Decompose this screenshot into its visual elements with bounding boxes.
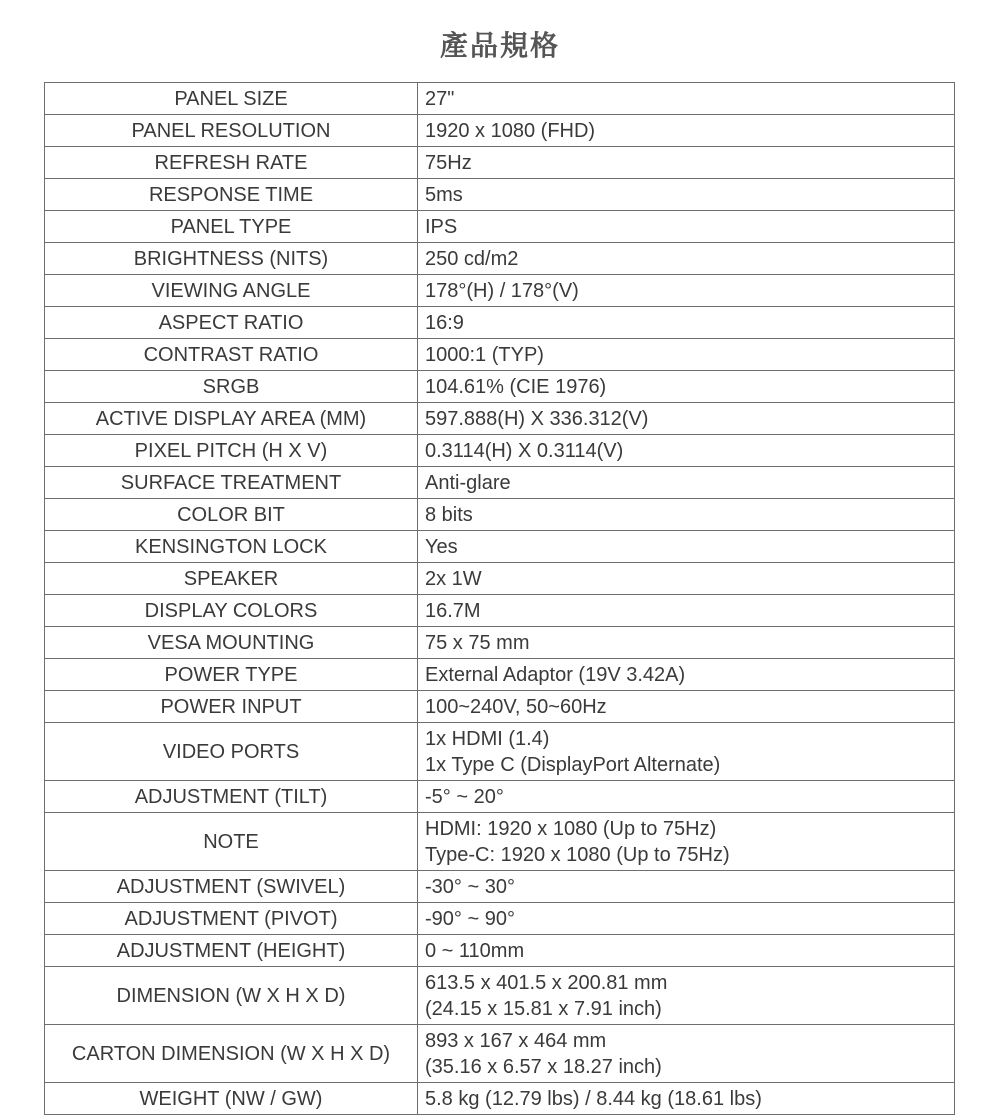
spec-value bbox=[418, 179, 955, 211]
spec-row bbox=[45, 179, 955, 211]
spec-value bbox=[418, 531, 955, 563]
spec-label: SRGB bbox=[45, 371, 418, 403]
spec-value-line: 178°(H) / 178°(V) bbox=[425, 279, 579, 302]
spec-value bbox=[418, 967, 955, 1025]
spec-row bbox=[45, 903, 955, 935]
spec-value-line: (35.16 x 6.57 x 18.27 inch) bbox=[425, 1055, 662, 1078]
spec-table-body bbox=[45, 83, 955, 1115]
spec-value bbox=[418, 339, 955, 371]
spec-label: ADJUSTMENT (PIVOT) bbox=[45, 903, 418, 935]
spec-row bbox=[45, 659, 955, 691]
spec-value-line: 0.3114(H) X 0.3114(V) bbox=[425, 439, 624, 462]
spec-row bbox=[45, 967, 955, 1025]
spec-label: VIEWING ANGLE bbox=[45, 275, 418, 307]
spec-value-line: 16.7M bbox=[425, 599, 481, 622]
spec-label: CARTON DIMENSION (W X H X D) bbox=[45, 1025, 418, 1083]
spec-value bbox=[418, 871, 955, 903]
spec-value-line: 8 bits bbox=[425, 503, 473, 526]
spec-value-line: -90° ~ 90° bbox=[425, 907, 515, 930]
spec-value bbox=[418, 243, 955, 275]
spec-value bbox=[418, 307, 955, 339]
spec-row bbox=[45, 275, 955, 307]
spec-value bbox=[418, 435, 955, 467]
spec-value-line: Yes bbox=[425, 535, 458, 558]
spec-row bbox=[45, 115, 955, 147]
spec-value-line: 1000:1 (TYP) bbox=[425, 343, 544, 366]
spec-value-line: 5.8 kg (12.79 lbs) / 8.44 kg (18.61 lbs) bbox=[425, 1087, 762, 1110]
spec-label: PANEL RESOLUTION bbox=[45, 115, 418, 147]
spec-value-line: -5° ~ 20° bbox=[425, 785, 504, 808]
spec-row bbox=[45, 83, 955, 115]
spec-row bbox=[45, 467, 955, 499]
spec-label: REFRESH RATE bbox=[45, 147, 418, 179]
spec-label: VIDEO PORTS bbox=[45, 723, 418, 781]
spec-label: POWER INPUT bbox=[45, 691, 418, 723]
spec-value bbox=[418, 903, 955, 935]
spec-label: KENSINGTON LOCK bbox=[45, 531, 418, 563]
spec-label: ASPECT RATIO bbox=[45, 307, 418, 339]
spec-value bbox=[418, 935, 955, 967]
spec-row bbox=[45, 403, 955, 435]
spec-label: NOTE bbox=[45, 813, 418, 871]
spec-label: ACTIVE DISPLAY AREA (MM) bbox=[45, 403, 418, 435]
spec-row bbox=[45, 371, 955, 403]
spec-row bbox=[45, 339, 955, 371]
spec-value bbox=[418, 1025, 955, 1083]
spec-value-line: External Adaptor (19V 3.42A) bbox=[425, 663, 686, 686]
spec-value-line: Type-C: 1920 x 1080 (Up to 75Hz) bbox=[425, 843, 730, 866]
spec-row bbox=[45, 935, 955, 967]
spec-label: PANEL SIZE bbox=[45, 83, 418, 115]
spec-row bbox=[45, 723, 955, 781]
spec-label: SURFACE TREATMENT bbox=[45, 467, 418, 499]
spec-label: VESA MOUNTING bbox=[45, 627, 418, 659]
spec-label: PANEL TYPE bbox=[45, 211, 418, 243]
spec-value bbox=[418, 403, 955, 435]
spec-value-line: 104.61% (CIE 1976) bbox=[425, 375, 607, 398]
spec-row bbox=[45, 1025, 955, 1083]
spec-value bbox=[418, 659, 955, 691]
spec-row bbox=[45, 595, 955, 627]
spec-value bbox=[418, 147, 955, 179]
spec-value bbox=[418, 813, 955, 871]
spec-value-line: HDMI: 1920 x 1080 (Up to 75Hz) bbox=[425, 817, 717, 840]
spec-value-line: 2x 1W bbox=[425, 567, 482, 590]
spec-value-line: 5ms bbox=[425, 183, 463, 206]
spec-value bbox=[418, 595, 955, 627]
spec-row bbox=[45, 813, 955, 871]
spec-value bbox=[418, 563, 955, 595]
spec-value bbox=[418, 83, 955, 115]
spec-value bbox=[418, 723, 955, 781]
spec-value bbox=[418, 781, 955, 813]
spec-row bbox=[45, 871, 955, 903]
spec-label: CONTRAST RATIO bbox=[45, 339, 418, 371]
spec-label: SPEAKER bbox=[45, 563, 418, 595]
spec-value-line: 613.5 x 401.5 x 200.81 mm bbox=[425, 971, 668, 994]
spec-row bbox=[45, 435, 955, 467]
spec-value bbox=[418, 371, 955, 403]
spec-value-line: -30° ~ 30° bbox=[425, 875, 515, 898]
spec-value-line: Anti-glare bbox=[425, 471, 511, 494]
spec-value-line: 893 x 167 x 464 mm bbox=[425, 1029, 607, 1052]
spec-row bbox=[45, 243, 955, 275]
spec-row bbox=[45, 781, 955, 813]
spec-label: DIMENSION (W X H X D) bbox=[45, 967, 418, 1025]
page-title: 產品規格 bbox=[439, 29, 560, 62]
spec-value-line: 75Hz bbox=[425, 151, 472, 174]
spec-value bbox=[418, 211, 955, 243]
spec-row bbox=[45, 691, 955, 723]
spec-table bbox=[44, 82, 955, 1115]
spec-value-line: 1x HDMI (1.4) bbox=[425, 727, 550, 750]
spec-label: PIXEL PITCH (H X V) bbox=[45, 435, 418, 467]
spec-row bbox=[45, 147, 955, 179]
spec-label: BRIGHTNESS (NITS) bbox=[45, 243, 418, 275]
spec-value bbox=[418, 627, 955, 659]
spec-value-line: 1920 x 1080 (FHD) bbox=[425, 119, 596, 142]
spec-value-line: 27" bbox=[425, 87, 455, 110]
spec-value-line: 597.888(H) X 336.312(V) bbox=[425, 407, 649, 430]
spec-value-line: 75 x 75 mm bbox=[425, 631, 530, 654]
spec-label: COLOR BIT bbox=[45, 499, 418, 531]
spec-label: ADJUSTMENT (TILT) bbox=[45, 781, 418, 813]
spec-row bbox=[45, 531, 955, 563]
spec-label: ADJUSTMENT (SWIVEL) bbox=[45, 871, 418, 903]
spec-value bbox=[418, 115, 955, 147]
spec-row bbox=[45, 211, 955, 243]
spec-value-line: 100~240V, 50~60Hz bbox=[425, 695, 607, 718]
spec-value-line: (24.15 x 15.81 x 7.91 inch) bbox=[425, 997, 662, 1020]
spec-label: WEIGHT (NW / GW) bbox=[45, 1083, 418, 1115]
spec-row bbox=[45, 627, 955, 659]
spec-label: RESPONSE TIME bbox=[45, 179, 418, 211]
spec-value-line: 250 cd/m2 bbox=[425, 247, 519, 270]
spec-value bbox=[418, 467, 955, 499]
spec-row bbox=[45, 563, 955, 595]
spec-value-line: 0 ~ 110mm bbox=[425, 939, 525, 962]
spec-label: DISPLAY COLORS bbox=[45, 595, 418, 627]
spec-label: POWER TYPE bbox=[45, 659, 418, 691]
spec-value bbox=[418, 499, 955, 531]
spec-value-line: IPS bbox=[425, 215, 458, 238]
spec-value-line: 1x Type C (DisplayPort Alternate) bbox=[425, 753, 721, 776]
spec-row bbox=[45, 1083, 955, 1115]
spec-value bbox=[418, 1083, 955, 1115]
spec-row bbox=[45, 499, 955, 531]
spec-value bbox=[418, 275, 955, 307]
spec-label: ADJUSTMENT (HEIGHT) bbox=[45, 935, 418, 967]
spec-value-line: 16:9 bbox=[425, 311, 464, 334]
spec-value bbox=[418, 691, 955, 723]
spec-row bbox=[45, 307, 955, 339]
